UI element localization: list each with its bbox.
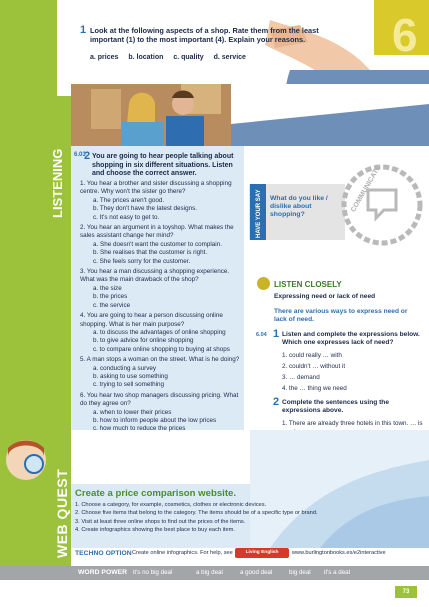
- listening-tab-label: LISTENING: [50, 148, 65, 218]
- list-item: 3. … demand: [282, 374, 320, 381]
- listening-item: 5. A man stops a woman on the street. What is he doing?: [80, 356, 240, 364]
- word-power-item: big deal: [289, 569, 311, 576]
- techno-option-label: TECHNO OPTION: [75, 550, 132, 557]
- answer-option: c. She feels sorry for the customer.: [93, 257, 191, 265]
- answer-option: b. the prices: [93, 293, 128, 301]
- list-item: 1. There are already three hotels in this town. … is: [282, 420, 423, 427]
- question-2-number: 2: [84, 150, 91, 162]
- answer-option: b. how to inform people about the low prices: [93, 416, 217, 424]
- list-item: 4. Create infographics showing the best place to buy each item.: [75, 526, 235, 533]
- answer-option: a. the size: [93, 284, 122, 292]
- listening-item: 2. You hear an argument in a toyshop. What makes the sales assistant change her mind?: [80, 224, 234, 240]
- listening-item: 1. You hear a brother and sister discussing a shopping centre. Why won't the sister go there?: [80, 180, 232, 196]
- question-2-text: You are going to hear people talking about shopping in six different situations. Listen and choose the correct answer.: [92, 153, 234, 177]
- option-service: d. service: [213, 54, 246, 61]
- answer-option: c. to compare online shopping to buying at shops: [93, 345, 230, 353]
- web-quest-title: Create a price comparison website.: [75, 488, 237, 499]
- option-quality: c. quality: [173, 54, 204, 61]
- answer-option: a. when to lower their prices: [93, 408, 172, 416]
- answer-option: a. She doesn't want the customer to complain.: [93, 240, 222, 248]
- audio-track-code: 6.04: [256, 332, 267, 338]
- listening-tab-bar: [57, 96, 71, 430]
- question-1-number: 1: [80, 24, 87, 36]
- word-power-label: WORD POWER: [78, 569, 128, 576]
- lc-question-2-text: Complete the sentences using the expressions above.: [282, 399, 389, 415]
- answer-option: c. It's not easy to get to.: [93, 213, 160, 221]
- listening-item: 6. You hear two shop managers discussing pricing. What do they agree on?: [80, 391, 239, 408]
- listening-item: 3. You hear a man discussing a shopping experience. What was the main drawback of the shop?: [80, 268, 230, 284]
- word-power-item: a big deal: [196, 569, 223, 576]
- techno-option-url[interactable]: www.burlingtonbooks.es/e2interactive: [292, 550, 386, 556]
- answer-option: b. They don't have the latest designs.: [93, 205, 198, 213]
- answer-option: b. asking to use something: [93, 372, 168, 380]
- web-quest-steps: [75, 501, 375, 534]
- answer-option: a. conducting a survey: [93, 364, 157, 372]
- answer-option: c. how much to reduce the prices: [93, 425, 186, 433]
- listening-items: [80, 180, 242, 434]
- answer-option: a. The prices aren't good.: [93, 196, 165, 204]
- ear-icon: [257, 277, 270, 290]
- list-item: 1. Choose a category, for example, cosmetics, clothes or electronic devices.: [75, 502, 267, 508]
- option-prices: a. prices: [90, 54, 119, 61]
- question-1-options: [90, 54, 254, 61]
- have-your-say-question: What do you like / dislike about shopping?: [270, 195, 328, 219]
- lc-question-1-number: 1: [273, 328, 280, 340]
- listen-closely-intro: There are various ways to express need or lack of need.: [274, 308, 408, 324]
- list-item: 2. couldn't … without it: [282, 363, 346, 370]
- listening-item: 4. You are going to hear a person discussing online shopping. What is her main purpose?: [80, 312, 223, 328]
- techno-option-text: Create online infographics. For help, see: [132, 550, 233, 556]
- word-power-item: it's no big deal: [133, 569, 173, 576]
- living-english-badge[interactable]: Living English INTERACTIVE: [235, 548, 289, 558]
- girl-with-magnifier-icon: [4, 438, 48, 482]
- list-item: 2. Choose five items that belong to the category. The items should be of a specific type or brand.: [75, 510, 318, 517]
- answer-option: a. to discuss the advantages of online shopping: [93, 328, 226, 336]
- answer-option: c. the service: [93, 301, 131, 309]
- side-green-bar: [0, 0, 57, 430]
- have-your-say-label: HAVE YOUR SAY: [256, 189, 262, 238]
- shoppers-photo: [71, 84, 429, 146]
- communicate-label: COMMUNICATE: [350, 164, 383, 214]
- communicate-speech-bubble-icon: [340, 150, 424, 255]
- question-1-text: Look at the following aspects of a shop. Rate them from the least important (1) to the most important (4). Explain your reasons.: [90, 26, 319, 44]
- list-item: 1. could really … with: [282, 352, 342, 359]
- list-item: 4. the … thing we need: [282, 385, 347, 392]
- page-number: 73: [395, 586, 417, 598]
- option-location: b. location: [128, 54, 164, 61]
- listen-closely-title: LISTEN CLOSELY: [274, 280, 342, 289]
- list-item: 3. Visit at least three online shops to find out the prices of the items.: [75, 518, 246, 525]
- listen-closely-subtitle: Expressing need or lack of need: [274, 293, 376, 300]
- unit-number: 6: [392, 9, 418, 61]
- answer-option: c. trying to sell something: [93, 381, 165, 389]
- lc-question-1-text: Listen and complete the expressions below. Which one expresses lack of need?: [282, 331, 420, 347]
- answer-option: b. to give advice for online shopping: [93, 337, 194, 345]
- word-power-item: a good deal: [240, 569, 273, 576]
- answer-option: b. She realises that the customer is right.: [93, 249, 208, 257]
- lc-question-1-list: [282, 350, 422, 394]
- lc-question-2-number: 2: [273, 396, 280, 408]
- word-power-item: it's a deal: [324, 569, 350, 576]
- web-quest-tab-label: WEB QUEST: [54, 468, 70, 558]
- audio-track-code: 6.03: [74, 152, 86, 158]
